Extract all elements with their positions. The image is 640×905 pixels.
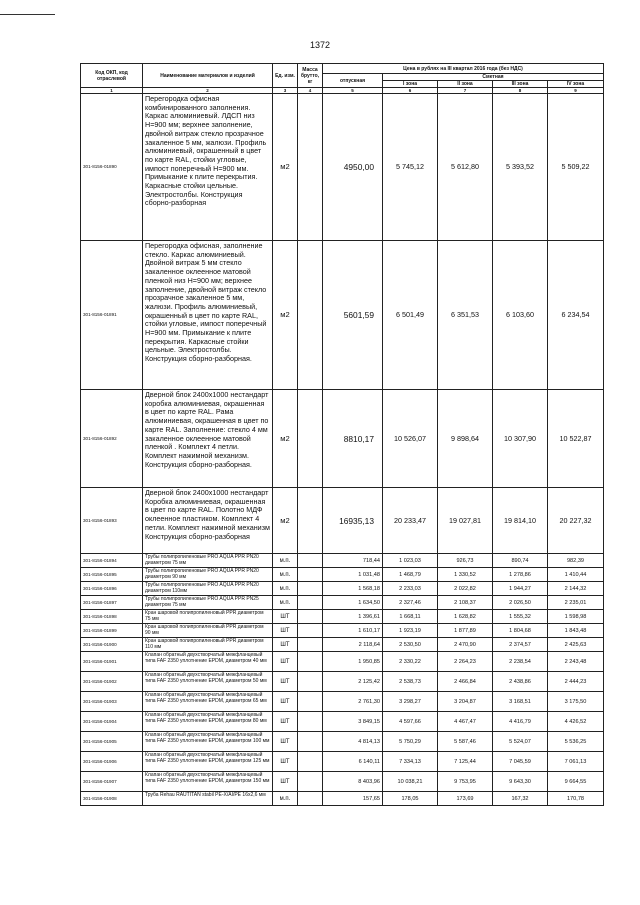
cell-name: Кран шаровой полипропиленовый PPR диаметром 75 мм: [143, 610, 273, 624]
cell-zone-2: 7 125,44: [438, 752, 493, 772]
cell-name: Перегородка офисная комбинированного заполнения. Каркас алюминиевый. ЛДСП низ Н=900 мм; верхнее заполнение, двойной витраж стекло прозрачное закаленное 5 мм, жалюзи. Профиль алюминиевый, окрашенный в цвет по карте RAL, стойки угловые, импост поперечный Н=900 мм. Примыкание к плите перекрытия. Каркасные стойки цельные. Электростолбы. Конструкция сборно-разборная: [143, 94, 273, 241]
table-row: [81, 772, 604, 792]
cell-zone-2: 3 204,87: [438, 692, 493, 712]
cell-zone-2: 4 467,47: [438, 712, 493, 732]
cell-code: 301-8156-01892: [81, 390, 143, 488]
cell-mass: [298, 596, 323, 610]
cell-code: 301-8156-01895: [81, 568, 143, 582]
cell-zone-4: 5 509,22: [548, 94, 604, 241]
cell-zone-1: 6 501,49: [383, 241, 438, 390]
header-zone-3: III зона: [493, 81, 548, 88]
colnum: 7: [438, 88, 493, 94]
table-row: [81, 792, 604, 806]
cell-unit: м2: [273, 94, 298, 241]
cell-mass: [298, 692, 323, 712]
cell-name: Кран шаровой полипропиленовый PPR диаметром 90 мм: [143, 624, 273, 638]
cell-mass: [298, 610, 323, 624]
table-body: [81, 94, 604, 806]
table-row: [81, 610, 604, 624]
colnum: 8: [493, 88, 548, 94]
cell-release: 157,65: [323, 792, 383, 806]
cell-zone-3: 5 524,07: [493, 732, 548, 752]
cell-zone-3: 4 416,79: [493, 712, 548, 732]
cell-zone-1: 4 597,66: [383, 712, 438, 732]
cell-zone-4: 20 227,32: [548, 488, 604, 554]
cell-release: 4950,00: [323, 94, 383, 241]
cell-mass: [298, 772, 323, 792]
cell-zone-2: 5 612,80: [438, 94, 493, 241]
cell-release: 2 118,64: [323, 638, 383, 652]
cell-code: 301-8156-01894: [81, 554, 143, 568]
cell-zone-2: 9 753,95: [438, 772, 493, 792]
cell-zone-3: 890,74: [493, 554, 548, 568]
cell-zone-3: 2 438,86: [493, 672, 548, 692]
header-release: отпускная: [323, 74, 383, 88]
cell-zone-2: 1 877,89: [438, 624, 493, 638]
table-row: [81, 582, 604, 596]
cell-code: 301-8156-01891: [81, 241, 143, 390]
cell-release: 4 814,13: [323, 732, 383, 752]
cell-name: Клапан обратный двухстворчатый межфланцевый типа FAF 2350 уплотнение EPDM, диаметром 65 мм: [143, 692, 273, 712]
cell-zone-4: 3 175,50: [548, 692, 604, 712]
cell-zone-3: 5 393,52: [493, 94, 548, 241]
table-row: [81, 554, 604, 568]
table-row: [81, 596, 604, 610]
cell-zone-2: 2 470,90: [438, 638, 493, 652]
cell-name: Труба Rehau RAUTITAN stabil PE-X/AI/PE 16х2,6 мм: [143, 792, 273, 806]
header-zone-2: II зона: [438, 81, 493, 88]
colnum: 4: [298, 88, 323, 94]
cell-zone-3: 167,32: [493, 792, 548, 806]
cell-unit: ШТ: [273, 692, 298, 712]
cell-unit: ШТ: [273, 652, 298, 672]
cell-unit: м.п.: [273, 554, 298, 568]
cell-unit: ШТ: [273, 712, 298, 732]
cell-zone-3: 19 814,10: [493, 488, 548, 554]
header-price-title: Цена в рублях на III квартал 2016 года (без НДС): [323, 64, 604, 74]
cell-unit: м2: [273, 390, 298, 488]
cell-zone-3: 1 944,27: [493, 582, 548, 596]
cell-code: 301-8156-01901: [81, 652, 143, 672]
table-row: [81, 638, 604, 652]
cell-zone-1: 1 023,03: [383, 554, 438, 568]
header-code: Код ОКП, код отраслевой: [81, 64, 143, 88]
table-row: [81, 692, 604, 712]
cell-mass: [298, 94, 323, 241]
cell-name: Клапан обратный двухстворчатый межфланцевый типа FAF 2350 уплотнение EPDM, диаметром 80 мм: [143, 712, 273, 732]
cell-unit: ШТ: [273, 672, 298, 692]
cell-zone-3: 2 238,54: [493, 652, 548, 672]
table-row: [81, 672, 604, 692]
cell-release: 1 610,17: [323, 624, 383, 638]
cell-zone-4: 4 426,52: [548, 712, 604, 732]
cell-release: 1 950,85: [323, 652, 383, 672]
page-number: 1372: [309, 40, 331, 50]
cell-code: 301-8156-01908: [81, 792, 143, 806]
cell-release: 5601,59: [323, 241, 383, 390]
cell-mass: [298, 638, 323, 652]
cell-zone-3: 2 026,50: [493, 596, 548, 610]
cell-mass: [298, 792, 323, 806]
table-row: [81, 752, 604, 772]
cell-zone-4: 2 243,48: [548, 652, 604, 672]
cell-release: 16935,13: [323, 488, 383, 554]
cell-unit: ШТ: [273, 752, 298, 772]
cell-zone-1: 1 668,11: [383, 610, 438, 624]
cell-code: 301-8156-01897: [81, 596, 143, 610]
cell-code: 301-8156-01902: [81, 672, 143, 692]
cell-zone-1: 2 233,03: [383, 582, 438, 596]
cell-zone-2: 926,73: [438, 554, 493, 568]
cell-zone-1: 20 233,47: [383, 488, 438, 554]
cell-zone-1: 5 750,29: [383, 732, 438, 752]
cell-zone-4: 6 234,54: [548, 241, 604, 390]
cell-zone-4: 2 235,01: [548, 596, 604, 610]
cell-zone-2: 2 264,23: [438, 652, 493, 672]
cell-zone-3: 10 307,90: [493, 390, 548, 488]
cell-release: 1 031,48: [323, 568, 383, 582]
cell-mass: [298, 488, 323, 554]
cell-zone-1: 1 468,79: [383, 568, 438, 582]
cell-zone-2: 19 027,81: [438, 488, 493, 554]
cell-zone-3: 1 804,68: [493, 624, 548, 638]
cell-unit: м.п.: [273, 596, 298, 610]
cell-mass: [298, 582, 323, 596]
cell-release: 1 396,61: [323, 610, 383, 624]
cell-zone-4: 1 410,44: [548, 568, 604, 582]
cell-zone-4: 982,39: [548, 554, 604, 568]
top-rule: [0, 14, 55, 15]
cell-code: 301-8156-01898: [81, 610, 143, 624]
cell-name: Клапан обратный двухстворчатый межфланцевый типа FAF 2350 уплотнение EPDM, диаметром 150 мм: [143, 772, 273, 792]
cell-name: Клапан обратный двухстворчатый межфланцевый типа FAF 2350 уплотнение EPDM, диаметром 100 мм: [143, 732, 273, 752]
cell-unit: ШТ: [273, 732, 298, 752]
cell-mass: [298, 652, 323, 672]
cell-unit: м.п.: [273, 792, 298, 806]
header-estimated: Сметная: [383, 74, 604, 81]
table-row: [81, 624, 604, 638]
cell-zone-4: 2 444,23: [548, 672, 604, 692]
cell-zone-1: 10 038,21: [383, 772, 438, 792]
cell-name: Перегородка офисная, заполнение стекло. Каркас алюминиевый. Двойной витраж 5 мм стекло закаленное оклеенное матовой пленкой низ Н=900 мм; верхнее заполнение, двойной витраж стекло прозрачное закаленное 5 мм, жалюзи. Профиль алюминиевый, окрашенный в цвет по карте RAL, стойки угловые, импост поперечный Н=900 мм. Примыкание к плите перекрытия. Каркасные стойки цельные. Электростолбы. Конструкция сборно-разборная.: [143, 241, 273, 390]
cell-zone-3: 7 045,59: [493, 752, 548, 772]
cell-code: 301-8156-01905: [81, 732, 143, 752]
table-row: [81, 652, 604, 672]
cell-zone-4: 5 536,25: [548, 732, 604, 752]
cell-zone-3: 9 643,30: [493, 772, 548, 792]
cell-release: 8810,17: [323, 390, 383, 488]
cell-zone-3: 1 278,86: [493, 568, 548, 582]
header-mass: Масса брутто, кг: [298, 64, 323, 88]
cell-mass: [298, 241, 323, 390]
cell-zone-4: 170,78: [548, 792, 604, 806]
cell-unit: м.п.: [273, 582, 298, 596]
colnum: 3: [273, 88, 298, 94]
cell-zone-1: 2 538,73: [383, 672, 438, 692]
cell-code: 301-8156-01900: [81, 638, 143, 652]
cell-zone-4: 1 843,48: [548, 624, 604, 638]
cell-name: Клапан обратный двухстворчатый межфланцевый типа FAF 2350 уплотнение EPDM, диаметром 125 мм: [143, 752, 273, 772]
cell-code: 301-8156-01890: [81, 94, 143, 241]
table-row: [81, 94, 604, 241]
cell-mass: [298, 390, 323, 488]
cell-zone-1: 5 745,12: [383, 94, 438, 241]
cell-name: Трубы полипропиленовые PRO AQUA PPR PN25 диаметром 75 мм: [143, 596, 273, 610]
table-row: [81, 241, 604, 390]
table-header: [81, 64, 604, 94]
colnum: 6: [383, 88, 438, 94]
cell-zone-1: 2 330,22: [383, 652, 438, 672]
cell-name: Клапан обратный двухстворчатый межфланцевый типа FAF 2350 уплотнение EPDM, диаметром 40 мм: [143, 652, 273, 672]
cell-mass: [298, 554, 323, 568]
header-zone-4: IV зона: [548, 81, 604, 88]
table-row: [81, 732, 604, 752]
cell-zone-2: 6 351,53: [438, 241, 493, 390]
cell-zone-2: 2 466,84: [438, 672, 493, 692]
cell-zone-4: 2 425,63: [548, 638, 604, 652]
cell-unit: м2: [273, 241, 298, 390]
cell-zone-2: 2 108,37: [438, 596, 493, 610]
cell-zone-1: 178,05: [383, 792, 438, 806]
cell-code: 301-8156-01904: [81, 712, 143, 732]
colnum: 2: [143, 88, 273, 94]
colnum: 9: [548, 88, 604, 94]
table-row: [81, 488, 604, 554]
cell-code: 301-8156-01899: [81, 624, 143, 638]
cell-zone-1: 3 298,27: [383, 692, 438, 712]
cell-zone-1: 2 530,50: [383, 638, 438, 652]
cell-unit: м2: [273, 488, 298, 554]
cell-name: Трубы полипропиленовые PRO AQUA PPR PN20 диаметром 90 мм: [143, 568, 273, 582]
cell-mass: [298, 752, 323, 772]
cell-zone-1: 10 526,07: [383, 390, 438, 488]
cell-mass: [298, 712, 323, 732]
cell-code: 301-8156-01903: [81, 692, 143, 712]
cell-unit: ШТ: [273, 624, 298, 638]
cell-release: 718,44: [323, 554, 383, 568]
cell-release: 3 849,15: [323, 712, 383, 732]
cell-name: Кран шаровой полипропиленовый PPR диаметром 110 мм: [143, 638, 273, 652]
cell-code: 301-8156-01907: [81, 772, 143, 792]
cell-name: Трубы полипропиленовые PRO AQUA PPR PN20 диаметром 75 мм: [143, 554, 273, 568]
colnum: 1: [81, 88, 143, 94]
cell-release: 1 568,18: [323, 582, 383, 596]
cell-name: Дверной блок 2400х1000 нестандарт коробка алюминиевая, окрашенная в цвет по карте RAL. Рама алюминиевая, окрашенная в цвет по карте RAL. Заполнение: стекло 4 мм закаленное оклеенное матовой пленкой . Комплект 4 петли. Комплект нажимной механизм. Конструкция сборно-разборная.: [143, 390, 273, 488]
cell-unit: ШТ: [273, 638, 298, 652]
cell-zone-4: 10 522,87: [548, 390, 604, 488]
cell-zone-2: 2 022,82: [438, 582, 493, 596]
cell-release: 8 403,96: [323, 772, 383, 792]
cell-release: 6 140,11: [323, 752, 383, 772]
cell-code: 301-8156-01893: [81, 488, 143, 554]
cell-name: Клапан обратный двухстворчатый межфланцевый типа FAF 2350 уплотнение EPDM, диаметром 50 мм: [143, 672, 273, 692]
table-row: [81, 390, 604, 488]
cell-mass: [298, 732, 323, 752]
cell-zone-1: 7 334,13: [383, 752, 438, 772]
cell-mass: [298, 672, 323, 692]
cell-zone-4: 7 061,13: [548, 752, 604, 772]
cell-name: Дверной блок 2400х1000 нестандарт Коробка алюминиевая, окрашенная в цвет по карте RAL. Полотно МДФ оклеенное пластиком. Комплект 4 петли. Комплект нажимной механизм Конструкция сборно-разборная: [143, 488, 273, 554]
cell-zone-1: 1 923,19: [383, 624, 438, 638]
cell-zone-4: 9 664,55: [548, 772, 604, 792]
cell-name: Трубы полипропиленовые PRO AQUA PPR PN20 диаметром 110мм: [143, 582, 273, 596]
cell-zone-4: 2 144,32: [548, 582, 604, 596]
cell-zone-2: 1 628,82: [438, 610, 493, 624]
cell-zone-3: 2 374,57: [493, 638, 548, 652]
cell-code: 301-8156-01906: [81, 752, 143, 772]
cell-zone-1: 2 327,46: [383, 596, 438, 610]
cell-release: 2 125,42: [323, 672, 383, 692]
cell-zone-3: 1 555,32: [493, 610, 548, 624]
table-row: [81, 712, 604, 732]
cell-release: 1 634,50: [323, 596, 383, 610]
cell-release: 2 761,30: [323, 692, 383, 712]
cell-unit: ШТ: [273, 772, 298, 792]
cell-zone-4: 1 598,98: [548, 610, 604, 624]
table-row: [81, 568, 604, 582]
header-unit: Ед. изм.: [273, 64, 298, 88]
cell-code: 301-8156-01896: [81, 582, 143, 596]
cell-zone-2: 5 587,46: [438, 732, 493, 752]
cell-zone-3: 3 168,51: [493, 692, 548, 712]
cell-zone-2: 9 898,64: [438, 390, 493, 488]
colnum: 5: [323, 88, 383, 94]
cell-zone-2: 173,69: [438, 792, 493, 806]
cell-zone-3: 6 103,60: [493, 241, 548, 390]
cell-mass: [298, 568, 323, 582]
cell-zone-2: 1 330,52: [438, 568, 493, 582]
header-zone-1: I зона: [383, 81, 438, 88]
cell-unit: ШТ: [273, 610, 298, 624]
cell-unit: м.п.: [273, 568, 298, 582]
price-table: [80, 63, 604, 806]
cell-mass: [298, 624, 323, 638]
header-name: Наименование материалов и изделий: [143, 64, 273, 88]
